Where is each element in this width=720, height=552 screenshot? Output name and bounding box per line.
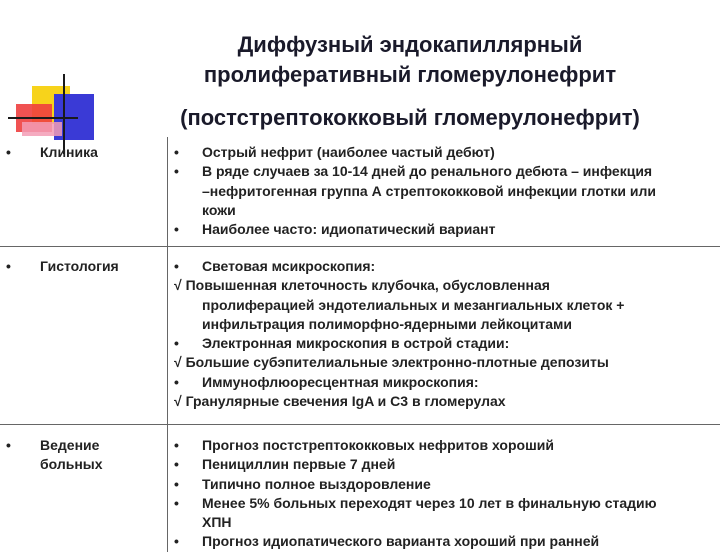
- list-item-text: В ряде случаев за 10-14 дней до ренального дебюта – инфекция: [202, 162, 652, 181]
- list-item-text: Иммунофлюоресцентная микроскопия:: [202, 373, 479, 392]
- row-label: Клиника: [40, 143, 98, 162]
- bullet-icon: •: [174, 532, 202, 551]
- finding-text: инфильтрация полиморфно-ядерными лейкоцитами: [202, 316, 572, 332]
- list-item-text: Наиболее часто: идиопатический вариант: [202, 220, 495, 239]
- slide-title-line-1: Диффузный эндокапиллярный: [130, 30, 690, 60]
- bullet-icon: •: [174, 475, 202, 494]
- bullet-icon: •: [174, 373, 202, 392]
- row-label-cell: [0, 137, 168, 247]
- bullet-icon: •: [174, 220, 202, 239]
- bullet-icon: •: [174, 436, 202, 455]
- bullet-icon: •: [174, 143, 202, 162]
- list-item-text: Прогноз идиопатического варианта хороший при ранней: [202, 532, 599, 551]
- bullet-icon: •: [174, 162, 202, 181]
- row-content-cell: [168, 247, 720, 425]
- row-label: Гистология: [40, 257, 119, 276]
- finding-text: пролиферацией эндотелиальных и мезангиальных клеток +: [202, 297, 624, 313]
- bullet-icon: •: [174, 455, 202, 474]
- bullet-spacer: [174, 182, 202, 201]
- decor-horizontal-line: [8, 117, 78, 119]
- finding-text: Гранулярные свечения IgA и C3 в гломерулах: [186, 393, 506, 409]
- bullet-icon: •: [0, 436, 40, 475]
- slide-title-line-2: пролиферативный гломерулонефрит: [130, 60, 690, 90]
- list-item-text: Световая мсикроскопия:: [202, 257, 375, 276]
- content-table: [0, 137, 720, 552]
- list-item-text: Менее 5% больных переходят через 10 лет в финальную стадию: [202, 494, 657, 513]
- bullet-icon: •: [0, 257, 40, 276]
- row-content-cell: [168, 137, 720, 247]
- checkmark-icon: √: [174, 393, 182, 409]
- list-item-text: ХПН: [202, 513, 232, 532]
- bullet-icon: •: [174, 257, 202, 276]
- row-label: Ведение больных: [40, 436, 120, 475]
- row-label-cell: [0, 247, 168, 425]
- bullet-icon: •: [174, 334, 202, 353]
- list-item-text: Прогноз постстрептококковых нефритов хороший: [202, 436, 554, 455]
- list-item-text: –нефритогенная группа А стрептококковой инфекции глотки или: [202, 182, 656, 201]
- list-item-text: Острый нефрит (наиболее частый дебют): [202, 143, 495, 162]
- table-row: [0, 425, 720, 552]
- table-row: [0, 247, 720, 425]
- finding-text: Большие субэпителиальные электронно-плотные депозиты: [186, 354, 609, 370]
- bullet-spacer: [174, 201, 202, 220]
- checkmark-icon: √: [174, 354, 182, 370]
- finding-text: Повышенная клеточность клубочка, обусловленная: [186, 277, 550, 293]
- row-label-cell: [0, 425, 168, 552]
- bullet-icon: •: [174, 494, 202, 513]
- list-item-text: Пенициллин первые 7 дней: [202, 455, 395, 474]
- bullet-icon: •: [0, 143, 40, 162]
- bullet-spacer: [174, 513, 202, 532]
- list-item-text: Электронная микроскопия в острой стадии:: [202, 334, 509, 353]
- slide-subtitle: (постстрептококковый гломерулонефрит): [130, 103, 690, 133]
- list-item-text: Типично полное выздоровление: [202, 475, 431, 494]
- list-item-text: кожи: [202, 201, 236, 220]
- checkmark-icon: √: [174, 277, 182, 293]
- row-content-cell: [168, 425, 720, 552]
- decor-pink-bar: [22, 122, 62, 136]
- table-row: [0, 137, 720, 247]
